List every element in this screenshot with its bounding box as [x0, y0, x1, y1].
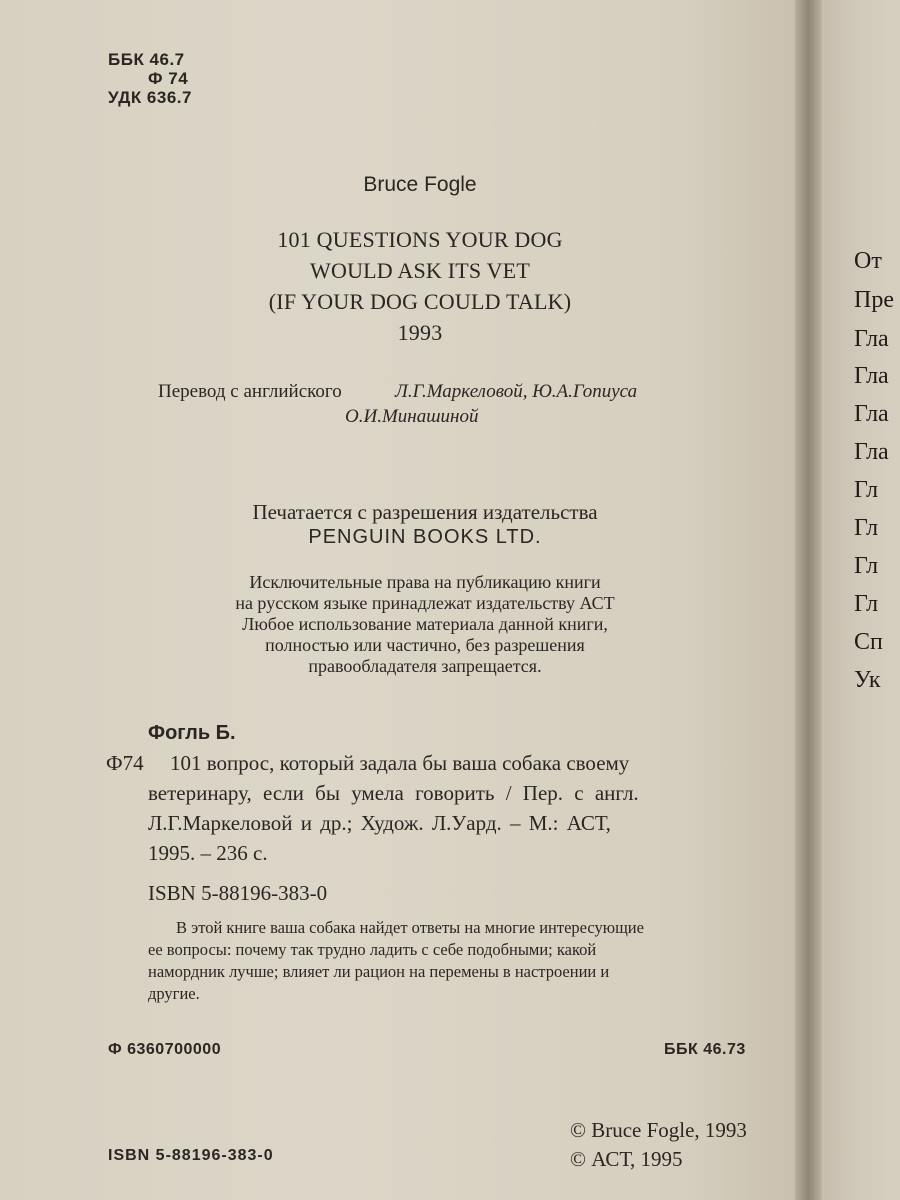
- footer-bbk: ББК 46.73: [664, 1041, 746, 1058]
- toc-fragment: Ук: [854, 667, 881, 693]
- title-line: 101 QUESTIONS YOUR DOG: [277, 227, 563, 252]
- translators-line2: О.И.Минашиной: [345, 406, 479, 427]
- entry-line: 1995. – 236 с.: [148, 841, 268, 865]
- title-line: WOULD ASK ITS VET: [310, 258, 530, 283]
- publisher-name: PENGUIN BOOKS LTD.: [308, 526, 542, 548]
- rights-line: на русском языке принадлежат издательству АСТ: [235, 593, 615, 613]
- rights-line: Исключительные права на публикацию книги: [249, 572, 601, 592]
- toc-fragment: Гла: [854, 363, 889, 389]
- footer-isbn: ISBN 5-88196-383-0: [108, 1147, 274, 1164]
- annotation-line: намордник лучше; влияет ли рацион на перемены в настроении и: [148, 962, 610, 981]
- right-page: [822, 0, 900, 1200]
- toc-fragment: Гл: [854, 553, 879, 579]
- toc-fragment: Гл: [854, 477, 879, 503]
- entry-line: 101 вопрос, который задала бы ваша собака своему: [170, 751, 630, 775]
- udk-code: УДК 636.7: [108, 88, 192, 107]
- annotation-line: В этой книге ваша собака найдет ответы на многие интересующие: [176, 918, 644, 937]
- bbk-code: ББК 46.7: [108, 50, 185, 69]
- title-en: [0, 224, 800, 348]
- title-year: 1993: [397, 320, 443, 345]
- rights-line: правообладателя запрещается.: [308, 656, 542, 676]
- toc-fragment: Гла: [854, 401, 889, 427]
- entry-author: Фогль Б.: [148, 722, 236, 744]
- rights-notice: [0, 572, 800, 677]
- entry-line: ветеринару, если бы умела говорить / Пер. с англ.: [148, 781, 639, 805]
- toc-fragment: Гла: [854, 326, 889, 352]
- copyright-publisher: © АСТ, 1995: [570, 1147, 683, 1171]
- toc-fragment: От: [854, 248, 882, 274]
- toc-fragment: Гл: [854, 515, 879, 541]
- footer-f-code: Ф 6360700000: [108, 1041, 222, 1058]
- annotation-line: ее вопросы: почему так трудно ладить с себе подобными; какой: [148, 940, 597, 959]
- f-code: Ф 74: [148, 69, 189, 88]
- rights-line: полностью или частично, без разрешения: [265, 635, 585, 655]
- entry-code: Ф74: [106, 751, 144, 775]
- toc-fragment: Гл: [854, 591, 879, 617]
- toc-fragment: Гла: [854, 439, 889, 465]
- toc-fragment: Пре: [854, 287, 894, 313]
- author-en: Bruce Fogle: [363, 173, 477, 196]
- title-line: (IF YOUR DOG COULD TALK): [268, 289, 572, 314]
- entry-line: Л.Г.Маркеловой и др.; Худож. Л.Уард. – М.: АСТ,: [148, 811, 611, 835]
- book-gutter: [795, 0, 825, 1200]
- annotation-line: другие.: [148, 984, 200, 1003]
- copyright-author: © Bruce Fogle, 1993: [570, 1118, 747, 1142]
- annotation: [148, 917, 644, 1005]
- permission-line: Печатается с разрешения издательства: [252, 500, 598, 524]
- toc-fragment: Сп: [854, 629, 883, 655]
- entry-isbn: ISBN 5-88196-383-0: [148, 881, 328, 905]
- translators-line1: Л.Г.Маркеловой, Ю.А.Гопиуса: [395, 381, 638, 402]
- translation-label: Перевод с английского: [158, 381, 342, 402]
- rights-line: Любое использование материала данной книги,: [242, 614, 608, 634]
